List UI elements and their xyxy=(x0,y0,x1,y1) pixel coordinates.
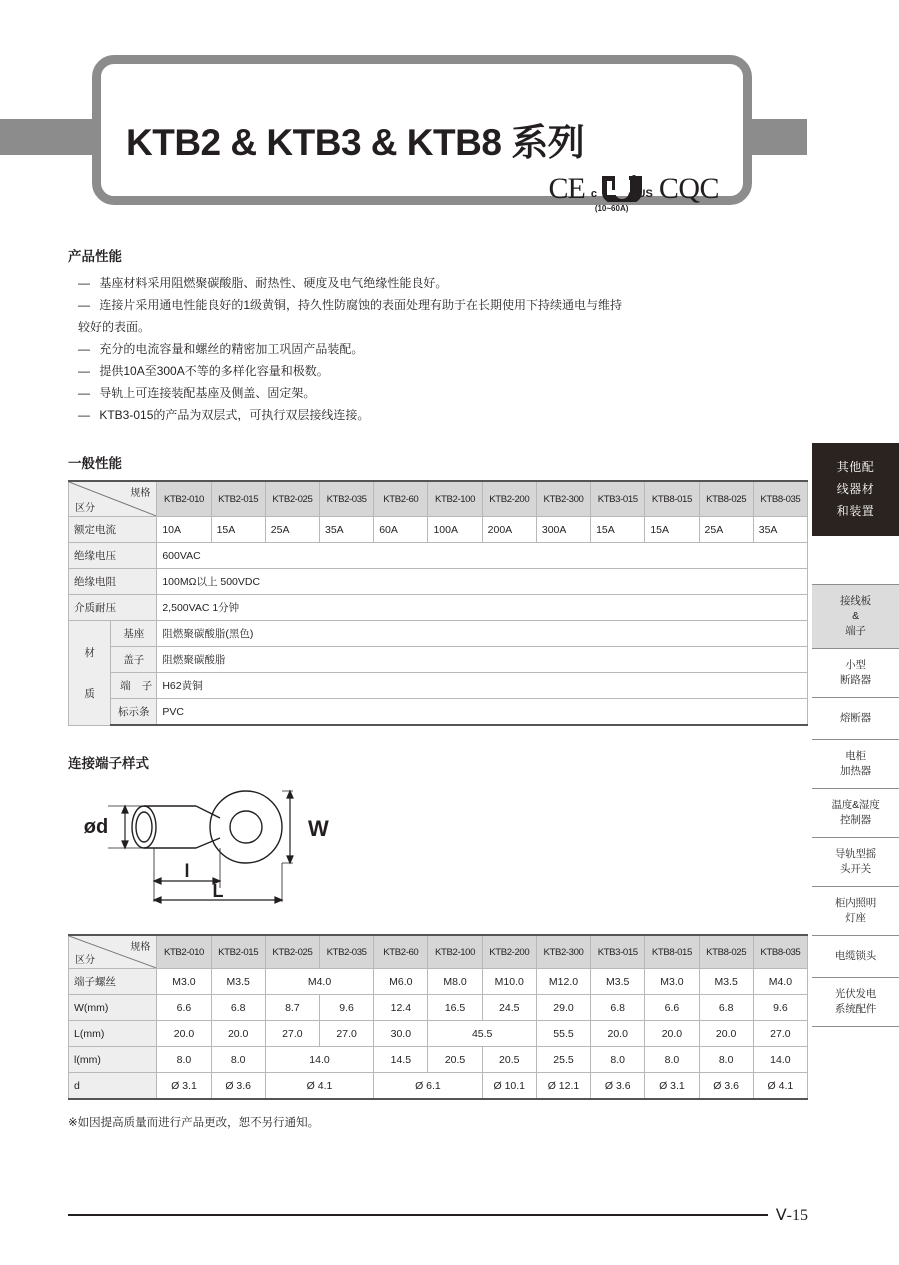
table-cell: 10A xyxy=(157,517,211,543)
table-cell: M12.0 xyxy=(536,969,590,995)
table-row xyxy=(69,621,808,647)
table-cell: 8.0 xyxy=(645,1047,699,1073)
table-cell: 8.0 xyxy=(591,1047,645,1073)
label-diameter-d: ød xyxy=(83,816,109,838)
table-row xyxy=(69,543,808,569)
table-corner-cell xyxy=(69,481,157,517)
feature-item-continuation: 较好的表面。 xyxy=(78,320,151,334)
table-cell: Ø 3.6 xyxy=(211,1073,265,1100)
table-row xyxy=(69,1073,808,1100)
table-cell: 9.6 xyxy=(753,995,807,1021)
ul-us-label: US xyxy=(637,188,653,200)
table-cell: 30.0 xyxy=(374,1021,428,1047)
column-header: KTB2-015 xyxy=(211,935,265,969)
row-label: L(mm) xyxy=(69,1021,157,1047)
table-cell: H62黄铜 xyxy=(157,673,808,699)
row-label: d xyxy=(69,1073,157,1100)
table-cell: M8.0 xyxy=(428,969,482,995)
sidebar-item-fuse[interactable] xyxy=(812,698,899,740)
table-cell: 35A xyxy=(320,517,374,543)
column-header: KTB2-025 xyxy=(265,481,319,517)
table-row xyxy=(69,969,808,995)
corner-division-label: 区分 xyxy=(75,955,95,966)
table-cell: 300A xyxy=(536,517,590,543)
table-cell: M6.0 xyxy=(374,969,428,995)
sidebar-item-cabinet-heater[interactable] xyxy=(812,740,899,789)
table-cell: 45.5 xyxy=(428,1021,536,1047)
sidebar-item-label: 系统配件 xyxy=(834,1003,877,1015)
sidebar-item-cable-gland[interactable] xyxy=(812,936,899,978)
ul-mark-icon xyxy=(590,170,653,213)
table-cell: PVC xyxy=(157,699,808,726)
feature-item: — KTB3-015的产品为双层式，可执行双层接线连接。 xyxy=(78,405,808,426)
sidebar-item-label: 小型 xyxy=(845,659,866,671)
table-cell: M3.0 xyxy=(157,969,211,995)
material-group-label xyxy=(69,621,111,726)
sidebar-active-line1: 其他配 xyxy=(836,460,875,474)
column-header: KTB8-025 xyxy=(699,481,753,517)
table-cell: 20.0 xyxy=(645,1021,699,1047)
table-cell: M10.0 xyxy=(482,969,536,995)
column-header: KTB3-015 xyxy=(591,481,645,517)
table-cell: 20.0 xyxy=(211,1021,265,1047)
sidebar-item-label: 端子 xyxy=(845,625,866,637)
table-cell: 60A xyxy=(374,517,428,543)
row-label: W(mm) xyxy=(69,995,157,1021)
table-cell: 14.0 xyxy=(753,1047,807,1073)
sidebar-item-label: 头开关 xyxy=(840,863,871,875)
column-header: KTB2-100 xyxy=(428,935,482,969)
column-header: KTB8-035 xyxy=(753,481,807,517)
table-cell: 15A xyxy=(211,517,265,543)
sidebar-item-din-rail-rocker-switch[interactable] xyxy=(812,838,899,887)
table-cell: 600VAC xyxy=(157,543,808,569)
column-header: KTB3-015 xyxy=(591,935,645,969)
table-header-row xyxy=(69,481,808,517)
sidebar-item-pv-accessories[interactable] xyxy=(812,978,899,1027)
table-cell: Ø 4.1 xyxy=(753,1073,807,1100)
ul-badge-icon xyxy=(601,174,643,202)
table-cell: 27.0 xyxy=(320,1021,374,1047)
sidebar-item-mini-breaker[interactable] xyxy=(812,649,899,698)
sidebar-active-line3: 和装置 xyxy=(836,504,875,518)
ce-mark-icon: CE xyxy=(548,172,585,205)
feature-item: — 充分的电流容量和螺丝的精密加工巩固产品装配。 xyxy=(78,339,808,360)
sidebar-item-label: 控制器 xyxy=(840,814,871,826)
table-row xyxy=(69,517,808,543)
table-cell: 27.0 xyxy=(265,1021,319,1047)
table-row xyxy=(69,595,808,621)
table-cell: M3.5 xyxy=(591,969,645,995)
row-label: l(mm) xyxy=(69,1047,157,1073)
table-cell: 20.5 xyxy=(482,1047,536,1073)
row-label: 盖子 xyxy=(111,647,157,673)
row-label: 绝缘电压 xyxy=(69,543,157,569)
terminal-drawing-icon xyxy=(68,780,408,920)
page-number: Ⅴ‐15 xyxy=(775,1207,808,1224)
table-cell: Ø 4.1 xyxy=(265,1073,373,1100)
column-header: KTB2-035 xyxy=(320,481,374,517)
table-cell: 25A xyxy=(699,517,753,543)
table-row xyxy=(69,1021,808,1047)
column-header: KTB2-300 xyxy=(536,481,590,517)
sidebar-item-label: 温度&湿度 xyxy=(831,799,880,811)
column-header: KTB2-010 xyxy=(157,935,211,969)
sidebar-item-terminal-blocks[interactable] xyxy=(812,584,899,649)
table-cell: Ø 3.6 xyxy=(699,1073,753,1100)
feature-item: — 基座材料采用阻燃聚碳酸脂、耐热性、硬度及电气绝缘性能良好。 xyxy=(78,273,808,294)
table-cell: 6.6 xyxy=(157,995,211,1021)
table-cell: 8.0 xyxy=(211,1047,265,1073)
column-header: KTB8-015 xyxy=(645,935,699,969)
label-length-l-big: L xyxy=(212,881,224,901)
table-cell: Ø 6.1 xyxy=(374,1073,482,1100)
sidebar-item-label: 断路器 xyxy=(840,674,871,686)
table-cell: 阻燃聚碳酸脂 xyxy=(157,647,808,673)
table-corner-cell xyxy=(69,935,157,969)
section-heading-terminal: 连接端子样式 xyxy=(68,756,149,771)
sidebar-item-label: 光伏发电 xyxy=(834,988,877,1000)
table-cell: 25.5 xyxy=(536,1047,590,1073)
table-cell: Ø 12.1 xyxy=(536,1073,590,1100)
table-cell: 阻燃聚碳酸脂(黑色) xyxy=(157,621,808,647)
column-header: KTB2-015 xyxy=(211,481,265,517)
table-cell: 8.7 xyxy=(265,995,319,1021)
column-header: KTB2-025 xyxy=(265,935,319,969)
material-label-line2: 质 xyxy=(84,687,95,700)
table-cell: 15A xyxy=(645,517,699,543)
table-cell: 24.5 xyxy=(482,995,536,1021)
table-cell: 14.5 xyxy=(374,1047,428,1073)
table-cell: M3.0 xyxy=(645,969,699,995)
table-cell: 25A xyxy=(265,517,319,543)
sidebar-item-label: 接线板 xyxy=(840,595,871,607)
feature-list xyxy=(78,273,808,426)
ul-c-label: c xyxy=(590,188,597,200)
table-row xyxy=(69,569,808,595)
sidebar-item-label: 灯座 xyxy=(845,912,866,924)
row-label: 介质耐压 xyxy=(69,595,157,621)
table-cell: 8.0 xyxy=(157,1047,211,1073)
table-row xyxy=(69,1047,808,1073)
table-cell: Ø 3.1 xyxy=(645,1073,699,1100)
table-cell: 20.0 xyxy=(699,1021,753,1047)
row-label: 额定电流 xyxy=(69,517,157,543)
column-header: KTB8-035 xyxy=(753,935,807,969)
table-cell: Ø 10.1 xyxy=(482,1073,536,1100)
page-footer xyxy=(68,1205,808,1225)
sidebar-active-category[interactable] xyxy=(812,443,899,536)
table-cell: Ø 3.1 xyxy=(157,1073,211,1100)
table-cell: 8.0 xyxy=(699,1047,753,1073)
column-header: KTB2-200 xyxy=(482,481,536,517)
sidebar-item-label: 电缆锁头 xyxy=(834,950,877,962)
page-title: KTB2 & KTB3 & KTB8 系列 xyxy=(126,122,585,163)
column-header: KTB2-100 xyxy=(428,481,482,517)
table-cell: 6.8 xyxy=(211,995,265,1021)
column-header: KTB2-035 xyxy=(320,935,374,969)
table-cell: 20.0 xyxy=(157,1021,211,1047)
table-row xyxy=(69,647,808,673)
terminal-dimensions-table xyxy=(68,934,808,1100)
table-cell: 16.5 xyxy=(428,995,482,1021)
category-sidebar xyxy=(812,443,899,1027)
sidebar-item-label: 电柜 xyxy=(845,750,866,762)
sidebar-item-label: 导轨型摇 xyxy=(834,848,877,860)
row-label: 基座 xyxy=(111,621,157,647)
table-cell: 12.4 xyxy=(374,995,428,1021)
section-heading-features: 产品性能 xyxy=(68,249,122,264)
column-header: KTB8-025 xyxy=(699,935,753,969)
column-header: KTB2-60 xyxy=(374,481,428,517)
table-header-row xyxy=(69,935,808,969)
table-cell: 9.6 xyxy=(320,995,374,1021)
row-label: 端 子 xyxy=(111,673,157,699)
column-header: KTB8-015 xyxy=(645,481,699,517)
table-cell: 15A xyxy=(591,517,645,543)
certification-marks xyxy=(548,164,719,213)
page-content xyxy=(68,245,808,1130)
sidebar-item-list xyxy=(812,584,899,1027)
table-cell: 100A xyxy=(428,517,482,543)
corner-division-label: 区分 xyxy=(75,503,95,514)
terminal-dimension-diagram xyxy=(68,780,408,920)
column-header: KTB2-010 xyxy=(157,481,211,517)
corner-spec-label: 规格 xyxy=(130,942,151,953)
table-cell: M4.0 xyxy=(265,969,373,995)
table-cell: 6.8 xyxy=(591,995,645,1021)
table-cell: 200A xyxy=(482,517,536,543)
general-performance-table xyxy=(68,480,808,726)
feature-item: — 提供10A至300A不等的多样化容量和极数。 xyxy=(78,361,808,382)
label-width-w: W xyxy=(308,816,329,841)
label-length-l-small: l xyxy=(184,861,190,881)
feature-item: — 导轨上可连接装配基座及侧盖、固定架。 xyxy=(78,383,808,404)
row-label: 标示条 xyxy=(111,699,157,726)
table-cell: 6.6 xyxy=(645,995,699,1021)
table-row xyxy=(69,995,808,1021)
table-row xyxy=(69,699,808,726)
footer-rule xyxy=(68,1214,768,1216)
banner-box xyxy=(92,55,752,213)
sidebar-item-label: 熔断器 xyxy=(840,712,871,724)
disclaimer-note: ※如因提高质量而进行产品更改，恕不另行通知。 xyxy=(68,1117,320,1129)
table-cell: 20.5 xyxy=(428,1047,482,1073)
table-cell: 6.8 xyxy=(699,995,753,1021)
row-label: 绝缘电阻 xyxy=(69,569,157,595)
table-row xyxy=(69,673,808,699)
sidebar-item-label: 加热器 xyxy=(840,765,871,777)
table-cell: 100MΩ以上 500VDC xyxy=(157,569,808,595)
column-header: KTB2-60 xyxy=(374,935,428,969)
column-header: KTB2-300 xyxy=(536,935,590,969)
column-header: KTB2-200 xyxy=(482,935,536,969)
table-cell: 27.0 xyxy=(753,1021,807,1047)
sidebar-item-cabinet-light[interactable] xyxy=(812,887,899,936)
table-cell: M4.0 xyxy=(753,969,807,995)
feature-item: — 连接片采用通电性能良好的1级黄铜，持久性防腐蚀的表面处理有助于在长期使用下持续通电与维持 xyxy=(78,295,808,316)
corner-spec-label: 规格 xyxy=(130,488,151,499)
table-cell: M3.5 xyxy=(211,969,265,995)
row-label: 端子螺丝 xyxy=(69,969,157,995)
section-heading-general: 一般性能 xyxy=(68,456,122,471)
sidebar-item-label: 柜内照明 xyxy=(834,897,877,909)
table-cell: Ø 3.6 xyxy=(591,1073,645,1100)
page-banner xyxy=(0,47,899,219)
material-label-line1: 材 xyxy=(84,646,95,659)
sidebar-item-label: & xyxy=(852,610,859,622)
table-cell: 14.0 xyxy=(265,1047,373,1073)
table-cell: 2,500VAC 1分钟 xyxy=(157,595,808,621)
ul-current-range: (10~60A) xyxy=(594,204,629,213)
table-cell: 35A xyxy=(753,517,807,543)
table-cell: 29.0 xyxy=(536,995,590,1021)
cqc-mark-icon: CQC xyxy=(658,172,719,205)
table-cell: 20.0 xyxy=(591,1021,645,1047)
sidebar-active-line2: 线器材 xyxy=(836,482,875,496)
table-cell: M3.5 xyxy=(699,969,753,995)
table-cell: 55.5 xyxy=(536,1021,590,1047)
sidebar-item-temp-humidity-controller[interactable] xyxy=(812,789,899,838)
